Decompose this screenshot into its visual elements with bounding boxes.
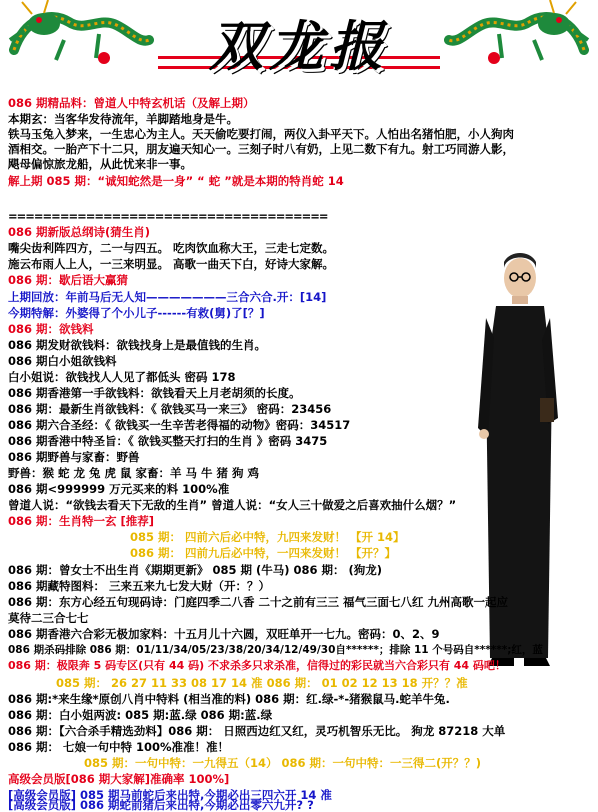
- text-line: 今期特解：外婆得了个小儿子------有救(舅)了[？]: [8, 306, 265, 320]
- text-line: 野兽：猴 蛇 龙 兔 虎 鼠 家畜：羊 马 牛 猪 狗 鸡: [8, 466, 260, 480]
- text-line: 086 期杀码排除 086 期：01/11/34/05/23/38/20/34/12/49/30自******；排除 11 个号码自******;红，蓝: [8, 644, 543, 656]
- text-line: 086 期藏特图料： 三来五来九七发大财（开：？）: [8, 579, 271, 593]
- text-line: 铁马玉兔入梦来，一生忠心为主人。天天偷吃要打闹，两仪入卦平天下。人怕出名猪怕肥，小人狗肉: [8, 127, 514, 141]
- text-line: 莫待二三合七七: [8, 611, 89, 625]
- right-dragon-icon: [444, 0, 594, 74]
- text-line: 白小姐说：欲钱找人人见了都低头 密码 178: [8, 370, 236, 384]
- text-line: [高级会员版] 086 期蛇前猪后来出特,今期必出零六九开? ?: [8, 798, 314, 812]
- text-line: 086 期香港中特圣旨：《 欲钱买整天打扫的生肖 》密码 3475: [8, 434, 328, 448]
- text-line: 086 期：生肖特一玄 [推荐]: [8, 514, 155, 528]
- text-line: 曾道人说：“欲钱去看天下无敌的生肖” 曾道人说：“女人三十做爱之后喜欢抽什么烟？”: [8, 498, 457, 512]
- text-line: 086 期：极限奔 5 码专区(只有 44 码) 不求杀多只求杀准，信得过的彩民就当六合彩只有 44 码吧！: [8, 659, 506, 672]
- text-line: 嘴尖齿利阵四方，二一与四五。 吃肉饮血称大王，三走七定数。: [8, 241, 335, 255]
- text-line: 086 期：【六合杀手精选劲料】086 期： 日照西边红又红，灵巧机智乐无比。 狗龙 87218 大单: [8, 724, 506, 738]
- left-dragon-icon: [4, 0, 154, 74]
- text-line: 086 期精品料：曾道人中特玄机话（及解上期）: [8, 96, 255, 110]
- text-line: 086 期发财欲钱料：欲钱找身上是最值钱的生肖。: [8, 338, 267, 352]
- highlight-line: 085 期：一句中特：一九得五（14） 086 期：一句中特：一三得二(开？？): [84, 756, 482, 770]
- separator: =====================================: [8, 209, 328, 223]
- text-line: 086 期：东方心经五句现码诗：门庭四季二八香 二十之前有三三 福气三面七八红 九州高歌一起应: [8, 595, 509, 609]
- text-line: 086 期：欲钱料: [8, 322, 94, 336]
- text-line: 086 期六合圣经：《 欲钱买一生辛苦老得福的动物》密码：34517: [8, 418, 351, 432]
- page-title: 双龙报: [209, 14, 389, 78]
- text-line: 086 期:*来生缘*原创八肖中特料 (相当准的料) 086 期：红.绿-*-猪猴鼠马.蛇羊牛兔.: [8, 692, 450, 706]
- text-line: 解上期 085 期：“诚知蛇然是一身” “ 蛇 ”就是本期的特肖蛇 14: [8, 174, 344, 188]
- text-line: 086 期野兽与家畜：野兽: [8, 450, 140, 464]
- text-line: 086 期香港第一手欲钱料：欲钱看天上月老胡须的长度。: [8, 386, 301, 400]
- text-line: 086 期： 七娘一句中特 100%准准！准！: [8, 740, 230, 754]
- text-line: 086 期：歇后语大赢猜: [8, 273, 129, 287]
- highlight-line: 085 期： 26 27 11 33 08 17 14 准 086 期： 01 02 12 13 18 开？？准: [56, 676, 468, 690]
- highlight-line: 085 期： 四前六后必中特，九四来发财！ 【开 14】: [130, 530, 405, 544]
- text-line: 086 期香港六合彩无极加家料：十五月儿十六圆，双旺单开一七九。密码：0、2、9: [8, 627, 440, 641]
- text-line: 飓母偏惊旅龙船，从此忧来非一事。: [8, 157, 192, 171]
- text-line: 086 期：白小姐两波: 085 期:蓝.绿 086 期:蓝.绿: [8, 708, 273, 722]
- text-line: [高级会员版] 085 期马前蛇后来出特,今期必出三四六开 14 准: [8, 788, 332, 802]
- text-line: 086 期：曾女士不出生肖《期期更新》 085 期 (牛马) 086 期： (狗龙): [8, 563, 383, 577]
- text-line: 086 期白小姐欲钱料: [8, 354, 117, 368]
- text-line: 086 期：最新生肖欲钱料：《 欲钱买马一来三》 密码：23456: [8, 402, 332, 416]
- text-line: 086 期新版总纲诗(猜生肖): [8, 225, 151, 239]
- text-line: 施云布雨人上人，一三来明显。 高歌一曲天下白，好诗大家解。: [8, 257, 335, 271]
- text-line: 上期回放：年前马后无人知———————三合六合.开：[14]: [8, 290, 327, 304]
- highlight-line: 086 期： 四前九后必中特，一四来发财！ 【开？】: [130, 546, 397, 560]
- text-line: 高级会员版[086 期大家解]准确率 100%]: [8, 772, 230, 786]
- title-banner: [158, 14, 440, 78]
- text-line: 酒相交。一胎产下十二只，朋友遍天知心一。三刻子时八有奶，上见二数下有九。射工巧同游人影，: [8, 142, 514, 156]
- text-line: 086 期<999999 万元买来的料 100%准: [8, 482, 230, 496]
- text-line: 本期玄：当客华发待流年，羊脚踏地身是牛。: [8, 112, 238, 126]
